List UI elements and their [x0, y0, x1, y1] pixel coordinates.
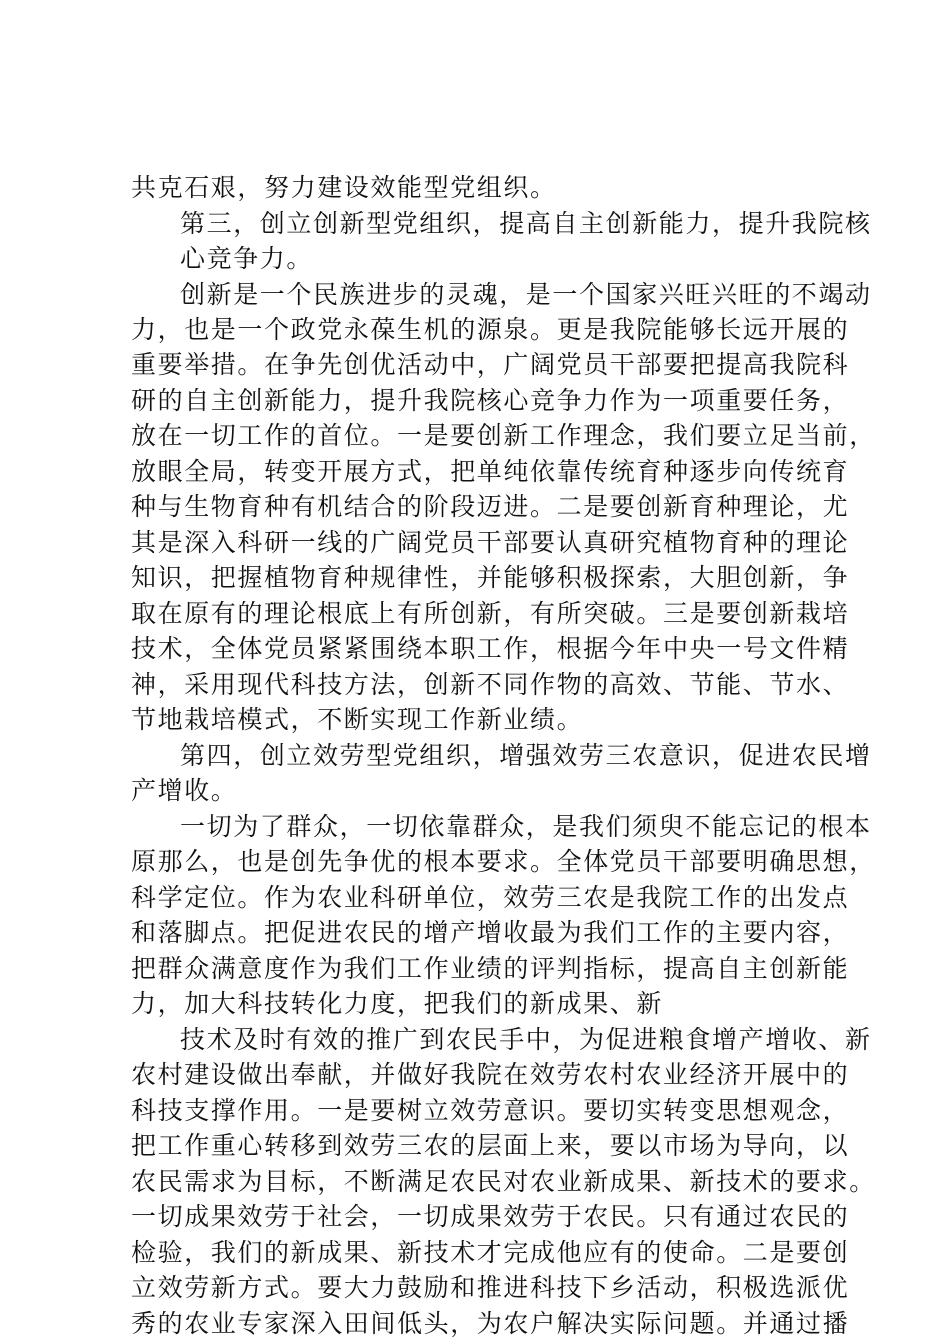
- text-line: 把群众满意度作为我们工作业绩的评判指标，提高自主创新能: [131, 954, 850, 983]
- text-line: 研的自主创新能力，提升我院核心竞争力作为一项重要任务，: [131, 386, 850, 415]
- text-line: 种与生物育种有机结合的阶段迈进。二是要创新育种理论，尤: [131, 492, 850, 521]
- text-line: 原那么，也是创先争优的根本要求。全体党员干部要明确思想，: [131, 847, 876, 876]
- text-line: 立效劳新方式。要大力鼓励和推进科技下乡活动，积极选派优: [131, 1273, 850, 1302]
- text-line: 农民需求为目标，不断满足农民对农业新成果、新技术的要求。: [131, 1167, 876, 1196]
- text-line: 科技支撑作用。一是要树立效劳意识。要切实转变思想观念，: [131, 1096, 850, 1125]
- text-line: 农村建设做出奉献，并做好我院在效劳农村农业经济开展中的: [131, 1060, 850, 1089]
- text-line: 知识，把握植物育种规律性，并能够积极探索，大胆创新，争: [131, 563, 850, 592]
- text-line: 其是深入科研一线的广阔党员干部要认真研究植物育种的理论: [131, 528, 850, 557]
- text-line: 一切成果效劳于社会，一切成果效劳于农民。只有通过农民的: [131, 1202, 850, 1231]
- text-line: 一切为了群众，一切依靠群众，是我们须臾不能忘记的根本: [180, 812, 872, 841]
- text-line: 心竞争力。: [180, 244, 314, 273]
- text-line: 科学定位。作为农业科研单位，效劳三农是我院工作的出发点: [131, 883, 850, 912]
- text-line: 第四，创立效劳型党组织，增强效劳三农意识，促进农民增: [180, 741, 872, 770]
- text-line: 创新是一个民族进步的灵魂，是一个国家兴旺兴旺的不竭动: [180, 280, 872, 309]
- text-line: 技术及时有效的推广到农民手中，为促进粮食增产增收、新: [180, 1025, 872, 1054]
- text-line: 秀的农业专家深入田间低头，为农户解决实际问题。并通过播: [131, 1309, 850, 1338]
- text-line: 力，加大科技转化力度，把我们的新成果、新: [131, 989, 664, 1018]
- text-line: 产增收。: [131, 776, 238, 805]
- text-line: 力，也是一个政党永葆生机的源泉。更是我院能够长远开展的: [131, 315, 850, 344]
- text-line: 节地栽培模式，不断实现工作新业绩。: [131, 705, 584, 734]
- text-line: 放眼全局，转变开展方式，把单纯依靠传统育种逐步向传统育: [131, 457, 850, 486]
- text-line: 检验，我们的新成果、新技术才完成他应有的使命。二是要创: [131, 1238, 850, 1267]
- text-line: 重要举措。在争先创优活动中，广阔党员干部要把提高我院科: [131, 350, 850, 379]
- text-line: 神，采用现代科技方法，创新不同作物的高效、节能、节水、: [131, 670, 850, 699]
- text-line: 技术，全体党员紧紧围绕本职工作，根据今年中央一号文件精: [131, 634, 850, 663]
- text-line: 第三，创立创新型党组织，提高自主创新能力，提升我院核: [180, 209, 872, 238]
- text-line: 和落脚点。把促进农民的增产增收最为我们工作的主要内容，: [131, 918, 850, 947]
- text-line: 共克石艰，努力建设效能型党组织。: [131, 173, 557, 202]
- text-line: 取在原有的理论根底上有所创新，有所突破。三是要创新栽培: [131, 599, 850, 628]
- text-line: 放在一切工作的首位。一是要创新工作理念，我们要立足当前，: [131, 421, 876, 450]
- text-line: 把工作重心转移到效劳三农的层面上来，要以市场为导向，以: [131, 1131, 850, 1160]
